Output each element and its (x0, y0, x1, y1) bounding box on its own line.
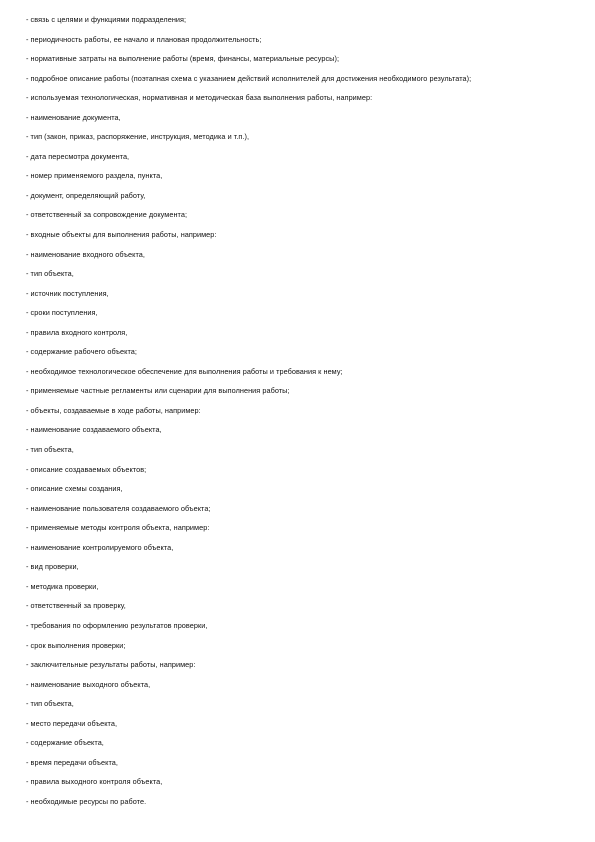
text-line: - правила выходного контроля объекта, (26, 777, 163, 787)
text-line: - входные объекты для выполнения работы, например: (26, 230, 217, 240)
text-line: - тип объекта, (26, 269, 74, 279)
text-line: - время передачи объекта, (26, 757, 118, 767)
text-line: - ответственный за сопровождение документа; (26, 210, 188, 220)
text-line: - наименование контролируемого объекта, (26, 542, 174, 552)
text-line: - описание создаваемых объектов; (26, 464, 147, 474)
text-line: - тип объекта, (26, 445, 74, 455)
text-line: - дата пересмотра документа, (26, 151, 130, 161)
text-line: - применяемые методы контроля объекта, например: (26, 523, 210, 533)
text-line: - заключительные результаты работы, например: (26, 660, 196, 670)
text-line: - документ, определяющий работу, (26, 190, 146, 200)
text-line: - тип объекта, (26, 699, 74, 709)
text-line: - наименование создаваемого объекта, (26, 425, 162, 435)
text-line: - наименование документа, (26, 112, 121, 122)
text-line: - периодичность работы, ее начало и плановая продолжительность; (26, 34, 262, 44)
text-line: - применяемые частные регламенты или сценарии для выполнения работы; (26, 386, 290, 396)
document-text-list (26, 13, 586, 814)
text-line: - место передачи объекта, (26, 718, 118, 728)
text-line: - сроки поступления, (26, 308, 98, 318)
text-line: - содержание рабочего объекта; (26, 347, 137, 357)
text-line: - наименование входного объекта, (26, 249, 145, 259)
text-line: - нормативные затраты на выполнение работы (время, финансы, материальные ресурсы); (26, 54, 340, 64)
text-line: - источник поступления, (26, 288, 109, 298)
text-line: - содержание объекта, (26, 738, 104, 748)
text-line: - связь с целями и функциями подразделения; (26, 15, 187, 24)
text-line: - наименование пользователя создаваемого объекта; (26, 503, 211, 513)
text-line: - объекты, создаваемые в ходе работы, например: (26, 405, 201, 415)
text-line: - тип (закон, приказ, распоряжение, инструкция, методика и т.п.), (26, 132, 250, 142)
text-line: - требования по оформлению результатов проверки, (26, 620, 208, 630)
text-line: - методика проверки, (26, 581, 99, 591)
text-line: - необходимые ресурсы по работе. (26, 796, 147, 806)
text-line: - правила входного контроля, (26, 327, 128, 337)
text-line: - наименование выходного объекта, (26, 679, 151, 689)
text-line: - подробное описание работы (поэтапная схема с указанием действий исполнителей для достижения необходимого результата); (26, 73, 472, 83)
text-line: - номер применяемого раздела, пункта, (26, 171, 163, 181)
text-line: - ответственный за проверку, (26, 601, 126, 611)
text-line: - срок выполнения проверки; (26, 640, 126, 650)
text-line: - используемая технологическая, нормативная и методическая база выполнения работы, например: (26, 93, 373, 103)
text-line: - описание схемы создания, (26, 484, 123, 494)
text-line: - вид проверки, (26, 562, 79, 572)
text-line: - необходимое технологическое обеспечение для выполнения работы и требования к нему; (26, 366, 343, 376)
